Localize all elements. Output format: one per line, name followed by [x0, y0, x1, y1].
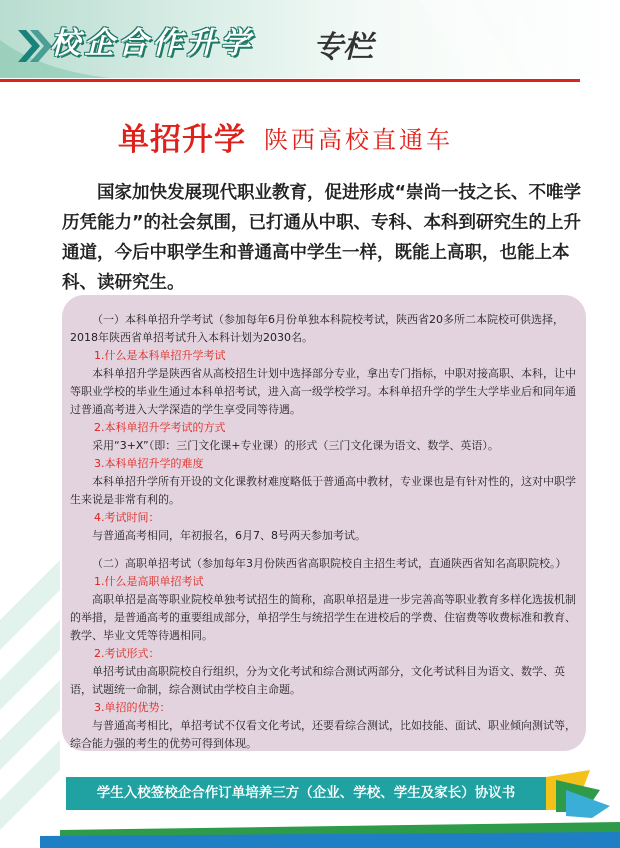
article-title: 单招升学 — [118, 122, 246, 158]
vocational-what-title: 1.什么是高职单招考试 — [94, 575, 204, 588]
header-divider — [0, 79, 580, 82]
undergrad-section-heading: （一）本科单招升学考试（参加每年6月份单独本科院校考试，陕西省20多所二本院校可供选择，2018年陕西省单招考试升入本科计划为2030名。 — [70, 313, 564, 344]
column-tag: 专栏 — [313, 30, 373, 65]
vocational-form-title: 2.考试形式： — [94, 647, 160, 660]
undergrad-what-title: 1.什么是本科单招升学考试 — [94, 349, 226, 362]
undergrad-what-text: 本科单招升学是陕西省从高校招生计划中选择部分专业，拿出专门指标，中职对接高职、本科，让中等职业学校的毕业生通过本科单招考试，进入高一级学校学习。本科单招升学的学生大学毕业后和同年通过普通高考进入大学深造的学生享受同等待遇。 — [70, 367, 576, 416]
vocational-advantage-text: 与普通高考相比，单招考试不仅看文化考试，还要看综合测试，比如技能、面试、职业倾向测试等，综合能力强的考生的优势可得到体现。 — [70, 719, 576, 750]
undergrad-difficulty-text: 本科单招升学所有开设的文化课教材难度略低于普通高中教材，专业课也是有针对性的，这对中职学生来说是非常有利的。 — [70, 475, 576, 506]
undergrad-method-title: 2.本科单招升学考试的方式 — [94, 421, 226, 434]
article-subtitle: 陕西高校直通车 — [264, 126, 453, 154]
undergrad-method-text: 采用“3+X”（即：三门文化课+专业课）的形式（三门文化课为语文、数学、英语）。 — [92, 439, 499, 452]
undergrad-time-text: 与普通高考相同，年初报名，6月7、8号两天参加考试。 — [92, 529, 366, 542]
undergrad-difficulty-title: 3.本科单招升学的难度 — [94, 457, 204, 470]
footer-banner-text: 学生入校签校企合作订单培养三方（企业、学校、学生及家长）协议书 — [96, 785, 516, 801]
vocational-advantage-title: 3.单招的优势： — [94, 701, 171, 714]
header-chevron-decoration — [18, 30, 52, 62]
column-title: 校企合作升学 — [50, 26, 254, 61]
vocational-what-text: 高职单招是高等职业院校单独考试招生的简称，高职单招是进一步完善高等职业教育多样化选拔机制的举措，是普通高考的重要组成部分，单招学生与统招学生在进校后的学费、住宿费等收费标准和教育、教学、毕业文凭等待遇相同。 — [70, 593, 576, 642]
info-panel-content — [70, 311, 576, 753]
vocational-section-heading: （二）高职单招考试（参加每年3月份陕西省高职院校自主招生考试，直通陕西省知名高职院校。） — [92, 557, 567, 570]
section-gap — [70, 545, 576, 555]
left-stripe-decoration — [0, 560, 60, 830]
undergrad-time-title: 4.考试时间： — [94, 511, 160, 524]
intro-paragraph: 国家加快发展现代职业教育，促进形成“崇尚一技之长、不唯学历凭能力”的社会氛围，已打通从中职、专科、本科到研究生的上升通道，今后中职学生和普通高中学生一样，既能上高职，也能上本科、读研究生。 — [62, 182, 581, 293]
vocational-form-text: 单招考试由高职院校自行组织，分为文化考试和综合测试两部分，文化考试科目为语文、数学、英语，试题统一命制，综合测试由学校自主命题。 — [70, 665, 565, 696]
